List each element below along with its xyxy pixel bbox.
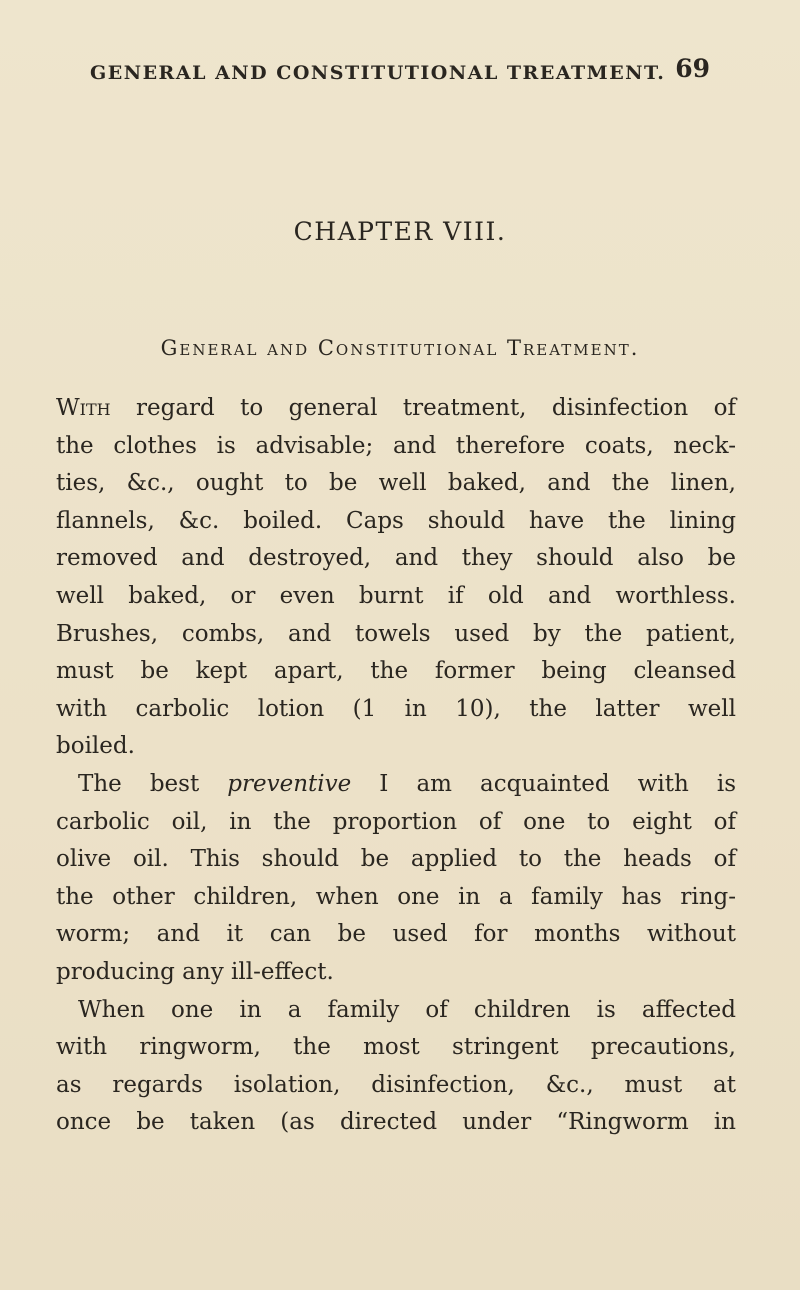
opening-word: With [56, 395, 111, 421]
text-line [56, 390, 736, 428]
body-text [56, 390, 736, 1142]
text-line: worm; and it can be used for months without [56, 921, 736, 948]
text-line: boiled. [56, 733, 135, 760]
text-line: the other children, when one in a family has ring- [56, 883, 736, 910]
italic-word: preventive [227, 770, 352, 797]
text-line: When one in a family of children is affected [78, 996, 736, 1023]
text-line: as regards isolation, disinfection, &c., must at [56, 1071, 736, 1098]
chapter-title: CHAPTER VIII. [293, 217, 507, 246]
running-head-title: GENERAL AND CONSTITUTIONAL TREATMENT. [90, 62, 666, 84]
text-line: Brushes, combs, and towels used by the patient, [56, 620, 736, 647]
page-number: 69 [675, 54, 710, 83]
text-fragment: The best [78, 770, 228, 797]
running-head [90, 50, 710, 90]
text-line: with carbolic lotion (1 in 10), the latter well [56, 695, 736, 722]
text-line: ties, &c., ought to be well baked, and the linen, [56, 470, 736, 497]
text-line: the clothes is advisable; and therefore coats, neck- [56, 432, 736, 459]
text-line: flannels, &c. boiled. Caps should have the lining [56, 507, 736, 534]
text-line: once be taken (as directed under “Ringworm in [56, 1109, 736, 1136]
text-line: olive oil. This should be applied to the heads of [56, 846, 736, 873]
text-line: removed and destroyed, and they should also be [56, 545, 736, 572]
text-line: with ringworm, the most stringent precautions, [56, 1034, 736, 1061]
chapter-subtitle: General and Constitutional Treatment. [160, 336, 640, 360]
text-fragment: I am acquainted with is [351, 770, 736, 797]
text-line: producing any ill-effect. [56, 958, 334, 985]
text-line: must be kept apart, the former being cleansed [56, 658, 736, 685]
text-line [56, 766, 736, 804]
text-fragment: regard to general treatment, disinfection of [110, 395, 736, 421]
text-line: carbolic oil, in the proportion of one to eight of [56, 808, 736, 835]
text-line: well baked, or even burnt if old and worthless. [56, 582, 736, 609]
